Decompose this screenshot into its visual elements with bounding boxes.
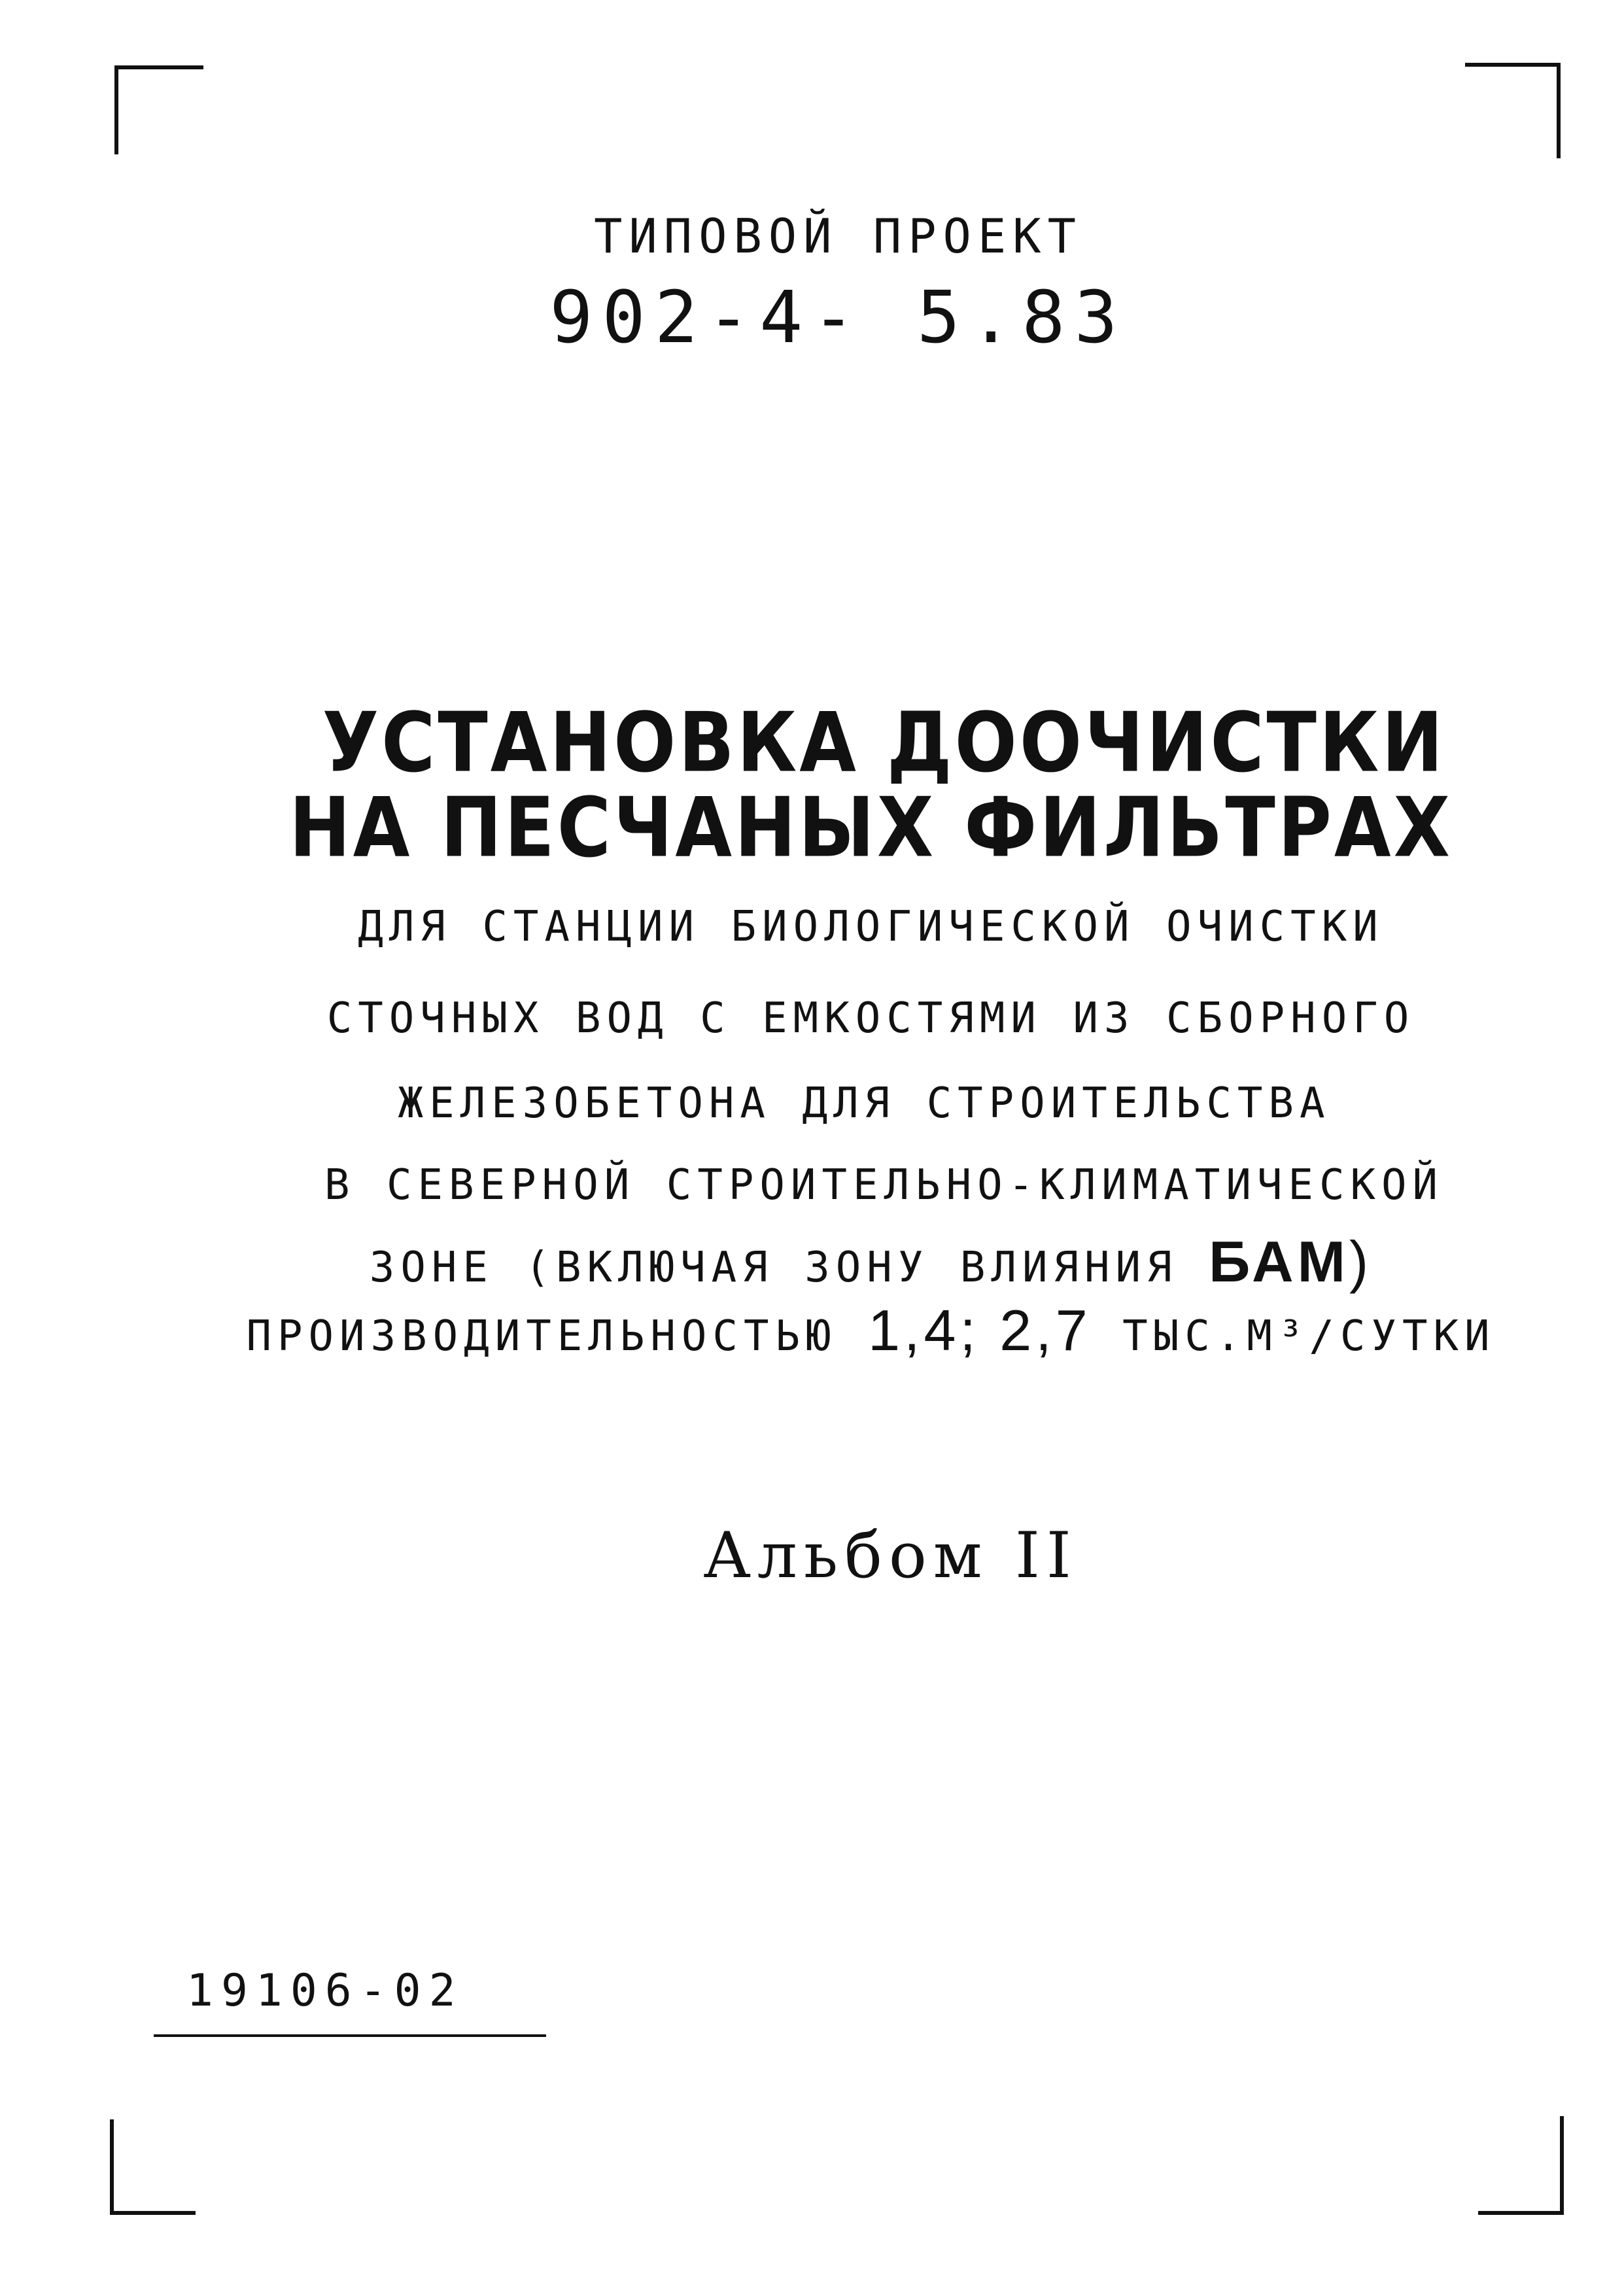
capacity-values: 1,4; 2,7 (868, 1298, 1092, 1363)
capacity-label: ПРОИЗВОДИТЕЛЬНОСТЬЮ (246, 1312, 837, 1361)
title-line-1: УСТАНОВКА ДООЧИСТКИ (322, 695, 1446, 791)
bam-abbreviation: БАМ (1209, 1229, 1349, 1294)
crop-mark-top-right (1465, 63, 1561, 158)
description-line-3: ЖЕЛЕЗОБЕТОНА ДЛЯ СТРОИТЕЛЬСТВА (398, 1079, 1331, 1128)
crop-mark-top-left (114, 65, 203, 154)
crop-mark-bottom-left (110, 2119, 196, 2215)
zone-text: ЗОНЕ (ВКЛЮЧАЯ ЗОНУ ВЛИЯНИЯ (369, 1244, 1178, 1292)
description-line-6 (0, 1298, 1624, 1363)
description-line-2: СТОЧНЫХ ВОД С ЕМКОСТЯМИ ИЗ СБОРНОГО (326, 994, 1415, 1043)
capacity-unit: ТЫС.М³/СУТКИ (1122, 1312, 1496, 1361)
crop-mark-bottom-right (1478, 2116, 1564, 2215)
document-code: 19106-02 (186, 1965, 464, 2017)
project-number: 902-4- 5.83 (549, 275, 1127, 359)
description-line-4: В СЕВЕРНОЙ СТРОИТЕЛЬНО-КЛИМАТИЧЕСКОЙ (324, 1161, 1444, 1209)
document-code-underline (154, 2034, 546, 2037)
closing-paren: ) (1349, 1229, 1373, 1294)
description-line-5 (0, 1229, 1624, 1294)
project-type-label: ТИПОВОЙ ПРОЕКТ (594, 209, 1082, 264)
title-line-2: НА ПЕСЧАНЫХ ФИЛЬТРАХ (289, 780, 1453, 876)
description-line-1: ДЛЯ СТАНЦИИ БИОЛОГИЧЕСКОЙ ОЧИСТКИ (358, 903, 1384, 951)
album-label: Альбом II (703, 1519, 1078, 1592)
